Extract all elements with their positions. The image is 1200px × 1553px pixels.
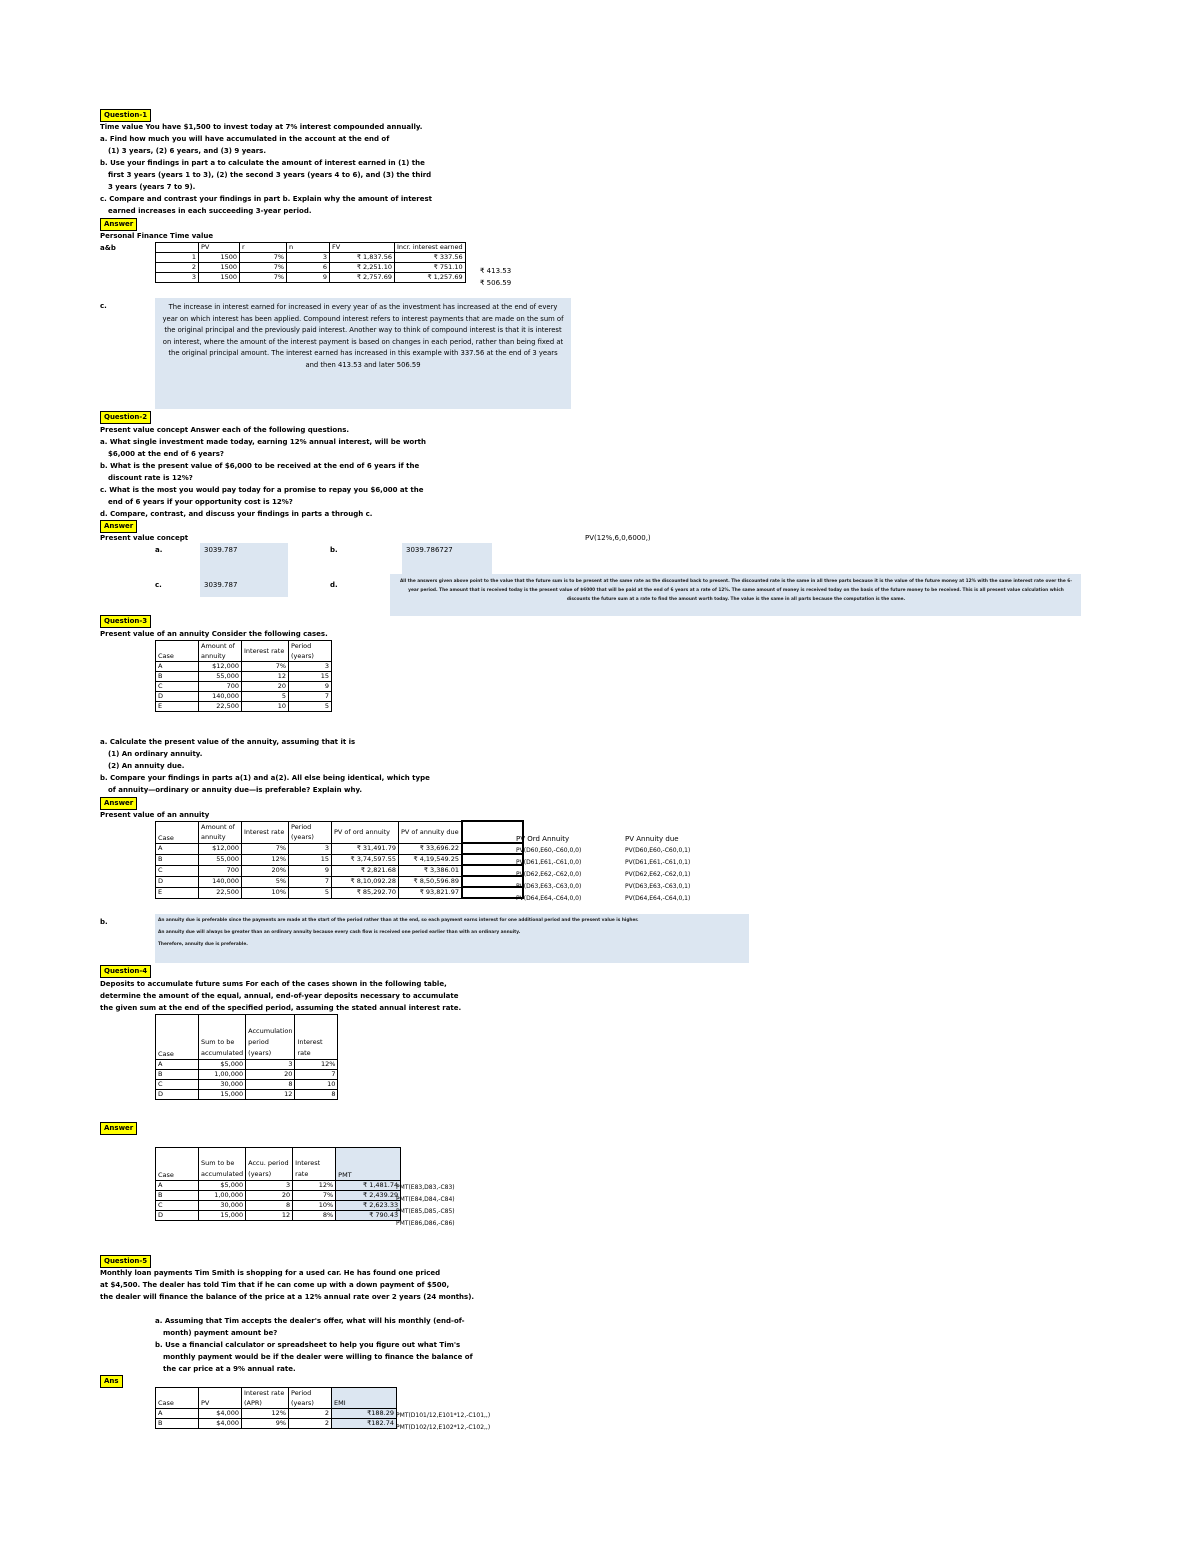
q3-pv-ord-formula: PV(D64,E64,-C64,0,0) (516, 895, 582, 902)
table-cell: 5 (289, 887, 332, 898)
table-cell: 10% (293, 1201, 336, 1211)
q3-intro: Present value of an annuity Consider the following cases. (100, 630, 328, 638)
table-cell: 700 (199, 865, 242, 876)
q2-subtitle: Present value concept (100, 534, 189, 542)
table-cell: 7% (242, 662, 289, 672)
q5-line-1: at $4,500. The dealer has told Tim that if he can come up with a down payment of $500, (100, 1281, 450, 1289)
q4-line-0: Deposits to accumulate future sums For each of the cases shown in the following table, (100, 980, 447, 988)
table-cell: Period (years) (289, 821, 332, 843)
table-cell: ₹ 8,10,092.28 (332, 876, 399, 887)
q2-formula: PV(12%,6,0,6000,) (585, 534, 651, 542)
table-cell: ₹ 85,292.70 (332, 887, 399, 898)
table-cell: ₹ 790.43 (336, 1211, 401, 1221)
q2-d-box (390, 574, 1081, 616)
table-cell: Interest rate (242, 641, 289, 662)
q3-line-3: b. Compare your findings in parts a(1) and a(2). All else being identical, which type (100, 774, 430, 782)
table-cell: 30,000 (199, 1080, 246, 1090)
table-cell: ₹ 31,491.79 (332, 843, 399, 854)
q1-answer-label: Answer (100, 218, 137, 231)
table-row (156, 702, 332, 712)
table-cell: ₹ 2,757.69 (330, 273, 395, 283)
table-cell: 5 (242, 692, 289, 702)
table-cell: 22,500 (199, 702, 242, 712)
table-row (156, 1201, 401, 1211)
table-cell: 9% (242, 1419, 289, 1429)
q5-sub-line-4: the car price at a 9% annual rate. (163, 1365, 296, 1373)
table-cell: 7 (289, 876, 332, 887)
table-row (156, 843, 524, 854)
table-cell: 9 (287, 273, 330, 283)
table-row (156, 876, 524, 887)
q2-line-1: a. What single investment made today, earning 12% annual interest, will be worth (100, 438, 426, 446)
table-cell: 7% (240, 263, 287, 273)
q4-formula: PMT(E83,D83,-C83) (396, 1184, 455, 1191)
table-cell: 1500 (199, 273, 240, 283)
table-row (156, 672, 332, 682)
q5-label: Question-5 (100, 1255, 151, 1268)
q3-pv-due-formula: PV(D61,E61,-C61,0,1) (625, 859, 691, 866)
table-cell: A (156, 662, 199, 672)
table-cell: 20 (246, 1191, 293, 1201)
q3-pv-ord-head: PV Ord Annuity (516, 835, 570, 843)
table-cell: EMI (332, 1388, 397, 1409)
table-row (156, 662, 332, 672)
table-cell: 700 (199, 682, 242, 692)
q3-pv-due-formula: PV(D62,E62,-C62,0,1) (625, 871, 691, 878)
q3-pv-ord-formula: PV(D62,E62,-C62,0,0) (516, 871, 582, 878)
table-cell (462, 865, 523, 876)
table-cell: ₹ 2,251.10 (330, 263, 395, 273)
table-cell: 10 (242, 702, 289, 712)
table-cell: PV of annuity due (399, 821, 463, 843)
q2-answer-label: Answer (100, 520, 137, 533)
q3-pv-due-head: PV Annuity due (625, 835, 679, 843)
q5-answer-label: Ans (100, 1375, 123, 1388)
table-cell: Amount of annuity (199, 821, 242, 843)
table-cell: 12% (295, 1060, 338, 1070)
table-cell: ₹ 93,821.97 (399, 887, 463, 898)
q2-line-4: discount rate is 12%? (108, 474, 193, 482)
table-cell: 6 (287, 263, 330, 273)
table-cell: 5% (242, 876, 289, 887)
table-cell: E (156, 887, 199, 898)
q3-answer-table (155, 820, 524, 899)
table-cell: 22,500 (199, 887, 242, 898)
table-cell: 12% (242, 1409, 289, 1419)
table-cell: 7% (240, 253, 287, 263)
table-cell: Case (156, 1148, 199, 1181)
table-cell (462, 854, 523, 865)
table-cell: 12 (246, 1211, 293, 1221)
q5-line-2: the dealer will finance the balance of the price at a 12% annual rate over 2 years (24 months). (100, 1293, 475, 1301)
table-cell: 30,000 (199, 1201, 246, 1211)
q1-line-0: Time value You have $1,500 to invest today at 7% interest compounded annually. (100, 123, 423, 131)
table-cell: 9 (289, 865, 332, 876)
table-cell: 12 (246, 1090, 295, 1100)
table-header-row (156, 641, 332, 662)
table-row (156, 1060, 338, 1070)
q2-c-value: 3039.787 (204, 581, 238, 589)
q3-label: Question-3 (100, 615, 151, 628)
table-cell: 1 (156, 253, 199, 263)
table-cell: $5,000 (199, 1060, 246, 1070)
table-row (156, 253, 466, 263)
table-cell: Interest rate (293, 1148, 336, 1181)
table-cell: 140,000 (199, 692, 242, 702)
table-cell: 3 (246, 1181, 293, 1191)
table-cell: 3 (289, 843, 332, 854)
table-cell: A (156, 1409, 199, 1419)
table-cell: Amount of annuity (199, 641, 242, 662)
q3-line-0: a. Calculate the present value of the annuity, assuming that it is (100, 738, 356, 746)
table-row (156, 1070, 338, 1080)
table-cell: ₹ 3,386.01 (399, 865, 463, 876)
table-header-row (156, 243, 466, 253)
q5-sub-line-1: month) payment amount be? (163, 1329, 278, 1337)
q5-formula: PMT(D101/12,E101*12,-C101,,) (396, 1412, 491, 1419)
table-cell: Case (156, 1388, 199, 1409)
q3-line-1: (1) An ordinary annuity. (108, 750, 203, 758)
table-header-row (156, 1015, 338, 1060)
table-cell: 8% (293, 1211, 336, 1221)
q1-line-7: earned increases in each succeeding 3-year period. (108, 207, 312, 215)
table-cell: ₹ 1,257.69 (395, 273, 466, 283)
table-cell: 12% (293, 1181, 336, 1191)
table-cell: 10% (242, 887, 289, 898)
table-cell: 2 (289, 1419, 332, 1429)
table-cell: 7 (295, 1070, 338, 1080)
table-row (156, 865, 524, 876)
q1-c-text: The increase in interest earned for increased in every year of as the investment has increased at the end of every year on which interest has been applied. Compound interest refers to interest payments that are made on the sum of the original principal and the previously paid interest. Another way to think of compound interest is that it is interest on interest, where the amount of the interest payment is based on changes in each period, rather than being fixed at the original principal amount. The interest earned has increased in this example with 337.56 at the end of 3 years and then 413.53 and later 506.59 (162, 303, 564, 369)
q2-a-value: 3039.787 (204, 546, 238, 554)
table-row (156, 1419, 397, 1429)
table-cell (462, 887, 523, 898)
q1-label: Question-1 (100, 109, 151, 122)
table-cell: B (156, 1191, 199, 1201)
q1-line-6: c. Compare and contrast your findings in part b. Explain why the amount of interest (100, 195, 433, 203)
table-cell: 7% (293, 1191, 336, 1201)
table-cell: ₹ 33,696.22 (399, 843, 463, 854)
table-cell: Interest rate (APR) (242, 1388, 289, 1409)
table-cell: 15 (289, 672, 332, 682)
table-cell: D (156, 876, 199, 887)
table-cell: PV of ord annuity (332, 821, 399, 843)
q2-a-label: a. (155, 546, 163, 554)
table-cell: PV (199, 1388, 242, 1409)
q4-cases-table (155, 1014, 338, 1100)
table-cell: Case (156, 821, 199, 843)
table-cell: ₹188.29 (332, 1409, 397, 1419)
table-cell: 1,00,000 (199, 1070, 246, 1080)
table-cell: ₹182.74 (332, 1419, 397, 1429)
q1-side-value-2: ₹ 506.59 (480, 279, 512, 287)
table-cell: 1500 (199, 253, 240, 263)
q4-line-2: the given sum at the end of the specified period, assuming the stated annual interest rate. (100, 1004, 462, 1012)
q4-answer-table (155, 1147, 401, 1221)
q4-formula: PMT(E85,D85,-C85) (396, 1208, 455, 1215)
table-cell: C (156, 1201, 199, 1211)
table-cell: E (156, 702, 199, 712)
table-row (156, 1080, 338, 1090)
q1-subtitle: Personal Finance Time value (100, 232, 214, 240)
table-cell: PV (199, 243, 240, 253)
q2-d-text: All the answers given above point to the value that the future sum is to be present at the same rate as the discounted back to present. The discounted rate is the same in all three parts because it is the value of the future money at 12% with the same interest rate over the 6-year period. The amount that is received today is the present value of $6000 that will be paid at the end of 6 years at a rate of 12%. The same amount of money is received today on the basis of the future money to be received. This is all present value calculation which discounts the future sum at a rate to find the amount worth today. The value is the same in all parts because the computation is the same. (399, 579, 1073, 602)
q4-formula: PMT(E84,D84,-C84) (396, 1196, 455, 1203)
table-row (156, 1191, 401, 1201)
q1-line-5: 3 years (years 7 to 9). (108, 183, 196, 191)
table-cell: ₹ 2,821.68 (332, 865, 399, 876)
q2-line-7: d. Compare, contrast, and discuss your findings in parts a through c. (100, 510, 373, 518)
q2-line-6: end of 6 years if your opportunity cost is 12%? (108, 498, 293, 506)
table-cell: 5 (289, 702, 332, 712)
table-row (156, 854, 524, 865)
table-cell: 3 (246, 1060, 295, 1070)
q3-b-line: Therefore, annuity due is preferable. (158, 942, 248, 947)
q1-line-3: b. Use your findings in part a to calculate the amount of interest earned in (1) the (100, 159, 425, 167)
q5-sub-line-2: b. Use a financial calculator or spreadsheet to help you figure out what Tim's (155, 1341, 461, 1349)
q5-line-0: Monthly loan payments Tim Smith is shopping for a used car. He has found one priced (100, 1269, 441, 1277)
table-row (156, 692, 332, 702)
table-cell: 3 (287, 253, 330, 263)
q3-pv-due-formula: PV(D60,E60,-C60,0,1) (625, 847, 691, 854)
table-cell: 15,000 (199, 1090, 246, 1100)
table-cell: B (156, 1419, 199, 1429)
table-cell: ₹ 3,74,597.55 (332, 854, 399, 865)
q3-b-label: b. (100, 918, 108, 926)
q2-line-3: b. What is the present value of $6,000 to be received at the end of 6 years if the (100, 462, 420, 470)
q1-line-2: (1) 3 years, (2) 6 years, and (3) 9 years. (108, 147, 267, 155)
table-cell: 8 (295, 1090, 338, 1100)
q1-line-1: a. Find how much you will have accumulated in the account at the end of (100, 135, 390, 143)
table-row (156, 682, 332, 692)
table-cell: Sum to be accumulated (199, 1015, 246, 1060)
table-cell: 7% (240, 273, 287, 283)
table-header-row (156, 1388, 397, 1409)
table-cell: 2 (156, 263, 199, 273)
table-cell: Incr. interest earned (395, 243, 466, 253)
q3-answer-label: Answer (100, 797, 137, 810)
table-cell: $5,000 (199, 1181, 246, 1191)
table-row (156, 1409, 397, 1419)
table-cell: $4,000 (199, 1419, 242, 1429)
table-cell (462, 876, 523, 887)
table-cell: ₹ 2,623.33 (336, 1201, 401, 1211)
table-cell: Case (156, 1015, 199, 1060)
table-row (156, 1181, 401, 1191)
table-row (156, 887, 524, 898)
table-cell: 10 (295, 1080, 338, 1090)
q4-answer-label: Answer (100, 1122, 137, 1135)
table-cell: $12,000 (199, 843, 242, 854)
table-cell: 20 (246, 1070, 295, 1080)
table-cell: Period (years) (289, 641, 332, 662)
table-cell: 20% (242, 865, 289, 876)
q2-line-5: c. What is the most you would pay today for a promise to repay you $6,000 at the (100, 486, 424, 494)
table-cell: n (287, 243, 330, 253)
table-cell: $12,000 (199, 662, 242, 672)
q3-pv-ord-formula: PV(D63,E63,-C63,0,0) (516, 883, 582, 890)
q3-cases-table (155, 640, 332, 712)
table-cell: Case (156, 641, 199, 662)
q2-line-2: $6,000 at the end of 6 years? (108, 450, 224, 458)
table-cell: 12% (242, 854, 289, 865)
table-cell: 1500 (199, 263, 240, 273)
q3-b-box (155, 914, 749, 963)
q3-pv-ord-formula: PV(D61,E61,-C61,0,0) (516, 859, 582, 866)
q4-label: Question-4 (100, 965, 151, 978)
table-cell: A (156, 843, 199, 854)
table-cell: C (156, 865, 199, 876)
table-cell: ₹ 1,481.74 (336, 1181, 401, 1191)
q4-line-1: determine the amount of the equal, annual, end-of-year deposits necessary to accumulate (100, 992, 459, 1000)
table-cell: A (156, 1060, 199, 1070)
table-cell: D (156, 692, 199, 702)
table-cell: $4,000 (199, 1409, 242, 1419)
q3-b-line: An annuity due is preferable since the payments are made at the start of the period rather than at the end, so each payment earns interest for one additional period and the present value is higher. (158, 918, 639, 923)
q2-c-label: c. (155, 581, 162, 589)
table-cell: ₹ 337.56 (395, 253, 466, 263)
table-row (156, 263, 466, 273)
table-cell: r (240, 243, 287, 253)
table-cell: Accumulation period (years) (246, 1015, 295, 1060)
table-cell: C (156, 1080, 199, 1090)
q1-line-4: first 3 years (years 1 to 3), (2) the second 3 years (years 4 to 6), and (3) the third (108, 171, 432, 179)
table-cell: 140,000 (199, 876, 242, 887)
table-cell: Interest rate (242, 821, 289, 843)
table-cell: 3 (289, 662, 332, 672)
q3-pv-due-formula: PV(D64,E64,-C64,0,1) (625, 895, 691, 902)
q2-line-0: Present value concept Answer each of the following questions. (100, 426, 350, 434)
table-cell: 12 (242, 672, 289, 682)
table-cell: C (156, 682, 199, 692)
table-cell: ₹ 1,837.56 (330, 253, 395, 263)
table-cell: ₹ 4,19,549.25 (399, 854, 463, 865)
q2-d-label: d. (330, 581, 338, 589)
table-cell: D (156, 1090, 199, 1100)
table-cell: 15,000 (199, 1211, 246, 1221)
table-cell: 55,000 (199, 672, 242, 682)
table-cell: Sum to be accumulated (199, 1148, 246, 1181)
q3-pv-ord-formula: PV(D60,E60,-C60,0,0) (516, 847, 582, 854)
table-row (156, 1090, 338, 1100)
table-cell (462, 821, 523, 843)
table-cell (156, 243, 199, 253)
table-cell: A (156, 1181, 199, 1191)
q1-c-answer-box (155, 298, 571, 409)
table-cell: 8 (246, 1201, 293, 1211)
q5-sub-line-0: a. Assuming that Tim accepts the dealer's offer, what will his monthly (end-of- (155, 1317, 465, 1325)
table-cell: 7% (242, 843, 289, 854)
table-cell: Accu. period (years) (246, 1148, 293, 1181)
table-row (156, 1211, 401, 1221)
table-cell (462, 843, 523, 854)
table-cell: Interest rate (295, 1015, 338, 1060)
q1-table (155, 242, 466, 283)
table-cell: B (156, 1070, 199, 1080)
table-cell: D (156, 1211, 199, 1221)
q2-b-label: b. (330, 546, 338, 554)
q1-side-value-1: ₹ 413.53 (480, 267, 512, 275)
q3-line-4: of annuity—ordinary or annuity due—is preferable? Explain why. (108, 786, 363, 794)
table-cell: ₹ 751.10 (395, 263, 466, 273)
q1-c-label: c. (100, 302, 107, 310)
q1-ab-label: a&b (100, 244, 116, 252)
table-cell: FV (330, 243, 395, 253)
table-cell: 20 (242, 682, 289, 692)
table-cell: Period (years) (289, 1388, 332, 1409)
q3-line-2: (2) An annuity due. (108, 762, 185, 770)
q5-formula: PMT(D102/12,E102*12,-C102,,) (396, 1424, 491, 1431)
q2-label: Question-2 (100, 411, 151, 424)
table-cell: ₹ 2,439.29 (336, 1191, 401, 1201)
table-cell: 55,000 (199, 854, 242, 865)
table-cell: B (156, 854, 199, 865)
q3-b-line: An annuity due will always be greater than an ordinary annuity because every cash flow is received one period earlier than with an ordinary annuity. (158, 930, 521, 935)
q2-b-value: 3039.786727 (406, 546, 453, 554)
table-row (156, 273, 466, 283)
q4-formula: PMT(E86,D86,-C86) (396, 1220, 455, 1227)
table-cell: PMT (336, 1148, 401, 1181)
table-cell: ₹ 8,50,596.89 (399, 876, 463, 887)
table-header-row (156, 821, 524, 843)
table-cell: 3 (156, 273, 199, 283)
table-cell: 2 (289, 1409, 332, 1419)
table-cell: B (156, 672, 199, 682)
q5-answer-table (155, 1387, 397, 1429)
q5-sub-line-3: monthly payment would be if the dealer were willing to finance the balance of (163, 1353, 473, 1361)
table-cell: 1,00,000 (199, 1191, 246, 1201)
q3-pv-due-formula: PV(D63,E63,-C63,0,1) (625, 883, 691, 890)
table-cell: 7 (289, 692, 332, 702)
table-header-row (156, 1148, 401, 1181)
q3-subtitle: Present value of an annuity (100, 811, 210, 819)
table-cell: 15 (289, 854, 332, 865)
table-cell: 9 (289, 682, 332, 692)
table-cell: 8 (246, 1080, 295, 1090)
